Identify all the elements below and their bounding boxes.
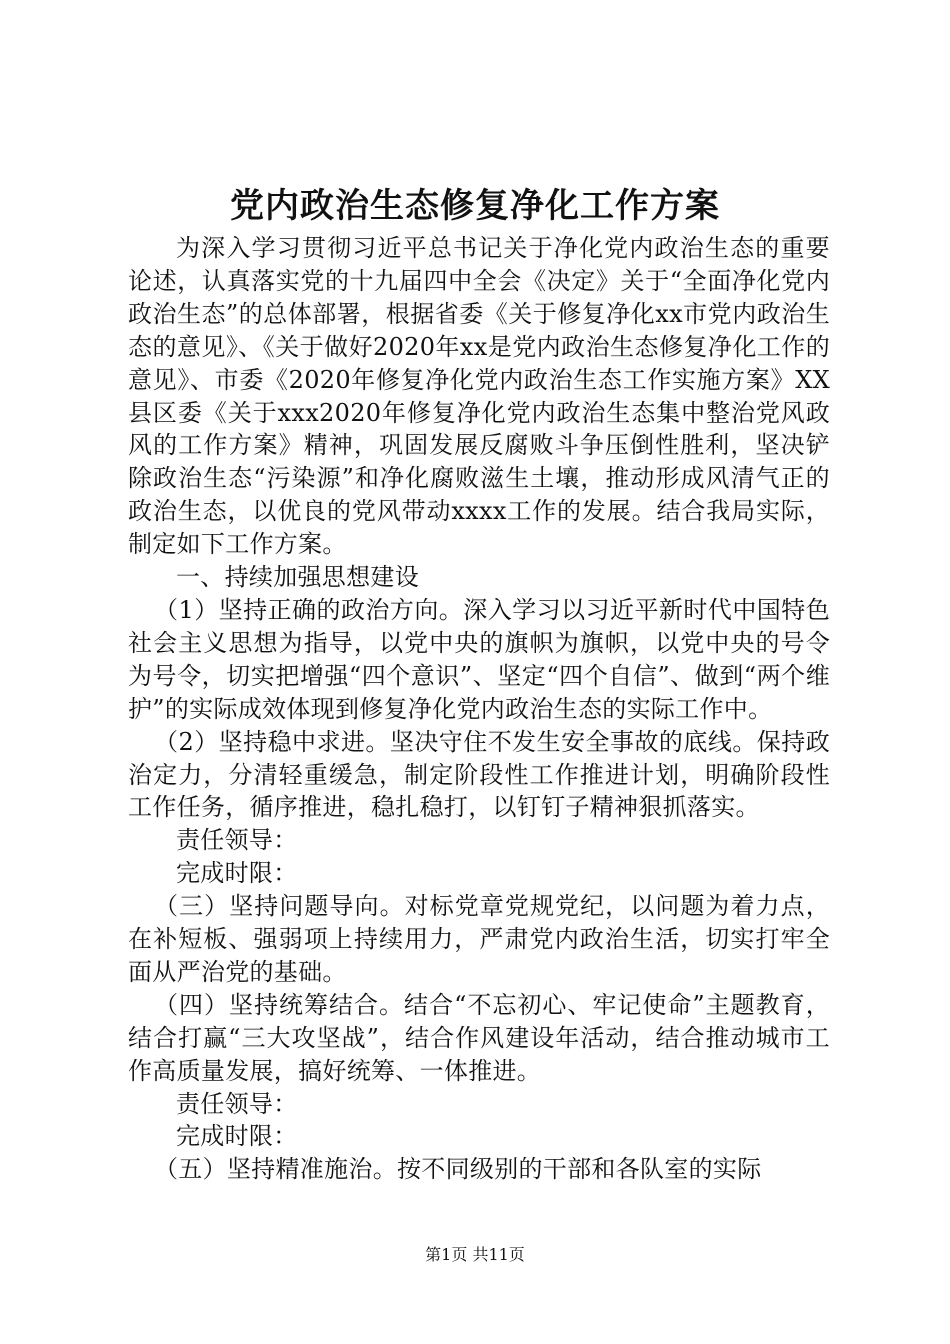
document-body xyxy=(128,232,830,1186)
page-indicator: 第1页 共11页 xyxy=(425,1245,525,1264)
responsible-leader-label: 责任领导： xyxy=(176,826,298,855)
intro-paragraph: 为深入学习贯彻习近平总书记关于净化党内政治生态的重要论述，认真落实党的十九届四中全会《决定》关于“全面净化党内政治生态”的总体部署，根据省委《关于修复净化xx市党内政治生态的意见》、《关于做好2020年xx是党内政治生态修复净化工作的意见》、市委《2020年修复净化党内政治生态工作实施方案》XX县区委《关于xxx2020年修复净化党内政治生态集中整治党风政风的工作方案》精神，巩固发展反腐败斗争压倒性胜利，坚决铲除政治生态“污染源”和净化腐败滋生土壤，推动形成风清气正的政治生态，以优良的党风带动xxxx工作的发展。结合我局实际，制定如下工作方案。 xyxy=(128,234,830,559)
responsible-leader-label: 责任领导： xyxy=(176,1089,298,1118)
deadline-label: 完成时限： xyxy=(176,859,298,888)
item-paragraph: （三）坚持问题导向。对标党章党规党纪，以问题为着力点，在补短板、强弱项上持续用力，严肃党内政治生活，切实打牢全面从严治党的基础。 xyxy=(128,892,830,986)
item-paragraph: （五）坚持精准施治。按不同级别的干部和各队室的实际 xyxy=(154,1155,762,1184)
document-title: 党内政治生态修复净化工作方案 xyxy=(230,186,720,226)
section-heading: 一、持续加强思想建设 xyxy=(176,563,419,592)
item-paragraph: （2）坚持稳中求进。坚决守住不发生安全事故的底线。保持政治定力，分清轻重缓急，制定阶段性工作推进计划，明确阶段性工作任务，循序推进，稳扎稳打，以钉钉子精神狠抓落实。 xyxy=(128,727,830,822)
item-paragraph: （四）坚持统筹结合。结合“不忘初心、牢记使命”主题教育，结合打赢“三大攻坚战”，结合作风建设年活动，结合推动城市工作高质量发展，搞好统筹、一体推进。 xyxy=(128,990,830,1085)
item-paragraph: （1）坚持正确的政治方向。深入学习以习近平新时代中国特色社会主义思想为指导，以党中央的旗帜为旗帜，以党中央的号令为号令，切实把增强“四个意识”、坚定“四个自信”、做到“两个维护”的实际成效体现到修复净化党内政治生态的实际工作中。 xyxy=(128,595,830,723)
deadline-label: 完成时限： xyxy=(176,1122,298,1151)
